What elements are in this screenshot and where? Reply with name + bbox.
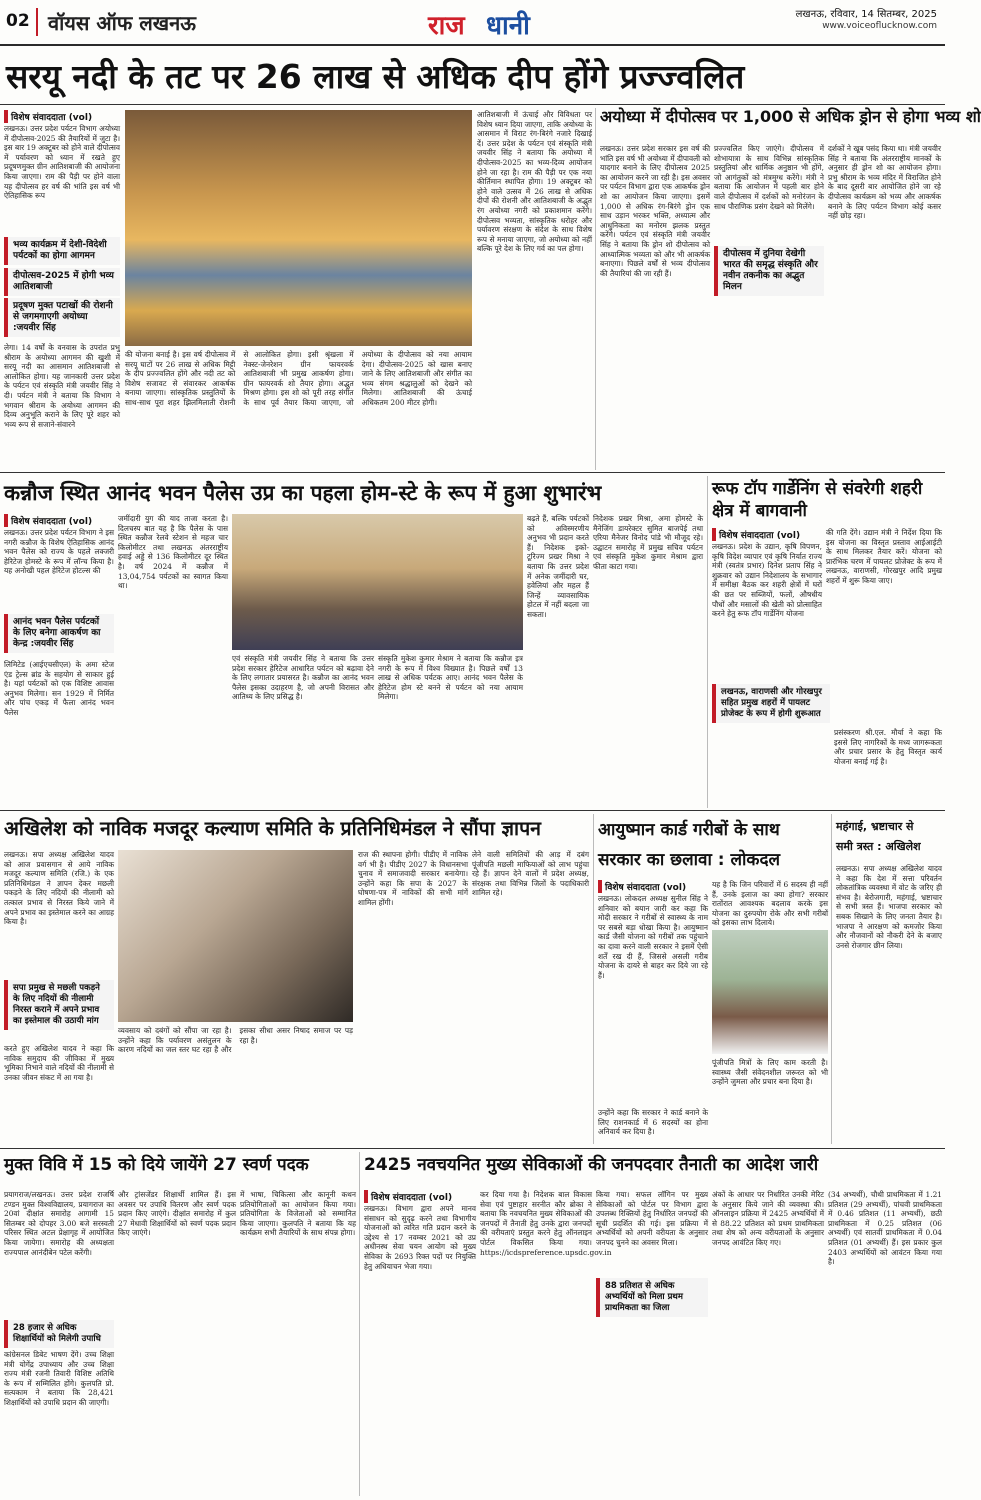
story8-body-c: और ट्रांसजेंडर शिक्षार्थी शामिल हैं। इस अवसर पर उपाधि वितरण और स्वर्ण पदक प्रदान किए जाएंगे। दीक्षांत समारोह में कुल 27 मेधावी शिक्षार्थियों को स्वर्ण पदक प्रदान किए जाएंगे। [118,1190,236,1238]
story3-body-c2 [118,598,228,806]
story3-headline: कन्नौज स्थित आनंद भवन पैलेस उप्र का पहला होम-स्टे के रूप में हुआ शुभारंभ [4,481,602,505]
story4-body-a: लखनऊ। प्रदेश के उद्यान, कृषि विपणन, कृषि विदेश व्यापार एवं कृषि निर्यात राज्य मंत्री (स्वतंत्र प्रभार) दिनेश प्रताप सिंह ने शुक्रवार को उद्यान निदेशालय के सभागार में समीक्षा बैठक कर शहरी क्षेत्रों में घरों की छत पर सब्जियों, फलों, औषधीय पौधों और मसालों की खेती को प्रोत्साहित करने हेतु रूफ टॉप गार्डेनिंग योजना [712,542,822,619]
story1-byline: विशेष संवाददाता (vol) [4,110,119,123]
story9-body-a: लखनऊ। विभाग द्वारा अपने मानव संसाधन को सुदृढ़ करने तथा विभागीय योजनाओं को त्वरित गति प्रदान करने के उद्देश्य से 17 नवम्बर 2021 को उप्र अधीनस्थ सेवा चयन आयोग को मुख्य सेविका के 2693 रिक्त पदों पर नियुक्ति हेतु अधियाचन भेजा गया। [364,1204,476,1271]
story6-headline-2: सरकार का छलावा : लोकदल [598,850,781,870]
story4-headline: रूफ टॉप गार्डेनिंग से संवरेगी शहरी क्षेत्र में बागवानी [712,479,923,521]
column-rule [359,1152,360,1496]
story2-body-a: लखनऊ। उत्तर प्रदेश सरकार इस वर्ष की भांति इस वर्ष भी अयोध्या में दीपावली को यादगार बनाने के लिए दीपोत्सव 2025 का आयोजन करने जा रही है। इस अवसर पर पर्यटन विभाग द्वारा एक आकर्षक ड्रोन शो का आयोजन किया जाएगा। इसमें 1,000 से अधिक रंग-बिरंगे ड्रोन एक साथ उड़ान भरकर भक्ति, अध्यात्म और आधुनिकता का मनोरम झलक प्रस्तुत करेंगे। पर्यटन एवं संस्कृति मंत्री जयवीर सिंह ने बताया कि ड्रोन शो दीपोत्सव को आध्यात्मिक भव्यता को और भी आकर्षक बनाएगा। पिछले वर्षों से भव्य दीपोत्सव की तैयारियां की जा रही हैं। [600,144,710,278]
story7-body: लखनऊ। सपा अध्यक्ष अखिलेश यादव ने कहा कि देश में सत्ता परिवर्तन लोकतांत्रिक व्यवस्था में वोट के जरिए ही संभव है। बेरोजगारी, महंगाई, भ्रष्टाचार से सभी त्रस्त हैं। भाजपा सरकार को सबक सिखाने के लिए जनता तैयार है। भाजपा ने आरक्षण को कमजोर किया और नौजवानों को नौकरी देने के बजाए उनसे रोजगार छीन लिया। [836,864,942,950]
column-rule [831,814,832,1144]
story1-body-mid: की योजना बनाई है। इस वर्ष दीपोत्सव में सरयू घाटों पर 26 लाख से अधिक मिट्टी के दीप प्रज्ज्वलित होंगे और नदी तट को विशेष सजावट से संवारकर आकर्षक बनाया जाएगा। सांस्कृतिक प्रस्तुतियों के साथ-साथ पूरा शहर झिलमिलाती रोशनी से आलोकित होगा। इसी श्रृंखला में नेक्स्ट-जेनरेशन ग्रीन फायरवर्क आतिशबाजी भी प्रमुख आकर्षण होगा। ग्रीन फायरवर्क शो तैयार होगा। अद्भुत मिश्रण होगा। इस शो को पूरी तरह संगीत के साथ पूर्व तैयार किया जाएगा, जो अयोध्या के दीपोत्सव को नया आयाम देगा। दीपोत्सव-2025 को खास बनाए जाने के लिए आतिशबाजी और संगीत का भव्य संगम श्रद्धालुओं को देखने को मिलेगा। आतिशबाजी की ऊंचाई अधिकतम 200 मीटर होगी। [125,350,472,407]
story5-body-b: करते हुए अखिलेश यादव ने कहा कि नाविक समुदाय की जीविका में मुख्य भूमिका निभाने वाले नदियों की नीलामी से उनका जीवन संकट में आ गया है। [4,1044,114,1082]
logo-part-2: धानी [486,11,530,41]
logo [428,2,548,42]
column-rule [595,108,596,470]
story3-body-c: जमींदारी युग की याद ताजा करता है। दिलचस्प बात यह है कि पैलेस के पास स्थित कन्नौज रेलवे स्टेशन से महज चार किलोमीटर तथा लखनऊ अंतरराष्ट्रीय हवाई अड्डे से 136 किलोमीटर दूर स्थित है। वर्ष 2024 में कन्नौज में 13,04,754 पर्यटकों का स्वागत किया था। [118,514,228,591]
paper-name: वॉयस ऑफ लखनऊ [48,11,196,35]
story6-caption: पूंजीपति मित्रों के लिए काम करती है। स्वास्थ्य जैसी संवेदनशील जरूरत को भी उन्होंने जुमला और प्रचार बना दिया है। [712,1058,828,1087]
story3-body-e: संस्कृति मुकेश कुमार मेश्राम ने बताया कि कन्नौज इत्र नगरी के रूप में विश्व विख्यात है। पिछले वर्षों 13 लाख से अधिक पर्यटक आए। आनंद भवन पैलेस के हेरिटेज होम स्टे बनने से पर्यटन को नया आयाम मिलेगा। [378,654,523,702]
story1-headline: सरयू नदी के तट पर 26 लाख से अधिक दीप होंगे प्रज्ज्वलित [6,57,745,96]
rule [0,1148,945,1149]
story7-headline-1: महंगाई, भ्रष्टाचार से [836,820,914,833]
story9-byline: विशेष संवाददाता (vol) [364,1190,476,1203]
story9-body-b: कर दिया गया है। निदेशक बाल विकास सेवा एवं पुष्टाहार सरनीत कौर ब्रोका ने बताया कि नवचयनित मुख्य सेविकाओं की जनपदों में तैनाती हेतु उनके द्वारा जनपदों की वरीयताएं प्रस्तुत करने हेतु ऑनलाइन पोर्टल विकसित किया गया। https://icdspreference.upsdc.gov.in [480,1190,612,1257]
story9-body-d: अंकों के आधार पर निर्धारित उनकी मेरिट के अनुसार किये जाने की व्यवस्था की। ऑनलाइन प्रक्रिया में 2425 अभ्यर्थियों में से 88.22 प्रतिशत को प्रथम प्राथमिकता तथा शेष को अन्य वरीयताओं के अनुसार जनपद आवंटित किए गए। [712,1190,824,1247]
story1-box-2: दीपोत्सव-2025 में होगी भव्य आतिशबाजी [4,268,120,296]
story4-box: लखनऊ, वाराणसी और गोरखपुर सहित प्रमुख शहरों में पायलट प्रोजेक्ट के रूप में होगी शुरूआत [712,684,830,723]
rule [0,104,945,105]
story6-headline-1: आयुष्मान कार्ड गरीबों के साथ [598,820,780,840]
story9-box: 88 प्रतिशत से अधिक अभ्यर्थियों को मिला प्रथम प्राथमिकता का जिला [596,1278,708,1317]
story3-box: आनंद भवन पैलेस पर्यटकों के लिए बनेगा आकर्षण का केन्द्र :जयवीर सिंह [4,614,114,653]
story9-headline: 2425 नवचयनित मुख्य सेविकाओं की जनपदवार तैनाती का आदेश जारी [364,1155,819,1175]
story3-body-f: बढ़ते हैं, बल्कि पर्यटकों को अविस्मरणीय अनुभव भी प्रदान करते हैं। निदेशक इको-टूरिज्म प्रखर मिश्रा ने बताया कि उत्तर प्रदेश में अनेक जमींदारी घर, हवेलियां और महल हैं जिन्हें व्यावसायिक होटल में नहीं बदला जा सकता। [527,514,589,619]
story8-headline: मुक्त विवि में 15 को दिये जायेंगे 27 स्वर्ण पदक [4,1155,309,1175]
story5-box: सपा प्रमुख से मछली पकड़ने के लिए नदियों की नीलामी निरस्त कराने में अपने प्रभाव का इस्तेमाल की उठायी मांग [4,980,114,1030]
story5-body-a: लखनऊ। सपा अध्यक्ष अखिलेश यादव को आज प्रवासगान से आये नाविक मजदूर कल्याण समिति (रजि.) के एक प्रतिनिधिमंडल ने ज्ञापन देकर मछली पकड़ने के लिए नदियों की नीलामी को तत्काल प्रभाव से निरस्त किये जाने में अपने प्रभाव का इस्तेमाल करने का आग्रह किया है। [4,850,114,927]
story2-body-b: प्रज्ज्वलित किए जाएंगे। दीपोत्सव में शोभायात्रा के साथ विभिन्न सांस्कृतिक प्रस्तुतियां और धार्मिक अनुष्ठान भी होंगे, जो आगंतुकों को मंत्रमुग्ध करेंगे। मंत्री ने बताया कि आयोजन में पहली बार होने वाले दीपोत्सव में दर्शकों को मनोरंजन के साथ पौराणिक प्रसंग देखने को मिलेंगे। [714,144,824,211]
story4-byline: विशेष संवाददाता (vol) [712,528,822,541]
rule [0,810,945,811]
story2-body-c: दर्शकों ने खूब पसंद किया था। मंत्री जयवीर सिंह ने बताया कि अंतरराष्ट्रीय मानकों के अनुसार ही ड्रोन शो का आयोजन होगा। प्रभु श्रीराम के भव्य मंदिर में विराजित होने के बाद दूसरी बार आयोजित होने जा रहे दीपोत्सव कार्यक्रम को भव्य और आकर्षक बनाने के लिए पर्यटन विभाग कोई कसर नहीं छोड़ रहा। [828,144,941,221]
sunil-singh-photo [712,930,828,1054]
story6-body-c: यह है कि जिन परिवारों में 6 सदस्य ही नहीं हैं, उनके इलाज का क्या होगा? सरकार रातोंरात आवश्यक बदलाव करके इस योजना का दुरुपयोग रोके और सभी गरीबों को इसका लाभ दिलाये। [712,880,828,928]
story8-body-d: में भाषा, चिकित्सा और कानूनी कथन प्रतियोगिताओं का आयोजन किया गया। प्रतियोगिता के विजेताओं को सम्मानित किया जाएगा। कुलपति ने बताया कि यह कार्यक्रम सभी तैयारियों के साथ संपन्न होगा। [240,1190,356,1238]
story8-box: 28 हजार से अधिक शिक्षार्थियों को मिलेगी उपाधि [4,1320,114,1348]
story1-body-col1b: लेगा। 14 वर्षों के वनवास के उपरांत प्रभु श्रीराम के अयोध्या आगमन की खुशी में सरयू नदी का आसमान आतिशबाजी से आलोकित होगा। यह जानकारी उत्तर प्रदेश के पर्यटन एवं संस्कृति मंत्री जयवीर सिंह ने दी। पर्यटन मंत्री ने बताया कि विभाग ने भगवान श्रीराम के अयोध्या आगमन की दिव्य अनुभूति कराने के लिए पूरे शहर को भव्य रूप से सजाने-संवारने [4,343,120,429]
column-rule [707,476,708,808]
story3-byline: विशेष संवाददाता (vol) [4,514,114,527]
story6-byline: विशेष संवाददाता (vol) [598,880,708,893]
story5-headline: अखिलेश को नाविक मजदूर कल्याण समिति के प्रतिनिधिमंडल ने सौंपा ज्ञापन [4,817,542,840]
story1-body-right: आतिशबाजी में ऊंचाई और विविधता पर विशेष ध्यान दिया जाएगा, ताकि अयोध्या के आसमान में विराट रंग-बिरंगे नजारे दिखाई दें। उत्तर प्रदेश के पर्यटन एवं संस्कृति मंत्री जयवीर सिंह ने बताया कि अयोध्या में दीपोत्सव-2025 का भव्य-दिव्य आयोजन होने जा रहा है। राम की पैड़ी पर एक नया कीर्तिमान स्थापित होगा। 19 अक्टूबर को होने वाले उत्सव में 26 लाख से अधिक दीपों की रोशनी और आतिशबाजी के अद्भुत रंग अयोध्या नगरी को प्रकाशमान करेंगे। दीपोत्सव भव्यता, सांस्कृतिक धरोहर और पर्यावरण संरक्षण के संदेश के साथ विशेष रूप से मनाया जाएगा, जो अयोध्या को नहीं बल्कि पूरे देश के लिए गर्व का पल होगा। [477,110,592,254]
story9-body-e: (34 अभ्यर्थी), चौथी प्राथमिकता में 1.21 प्रतिशत (29 अभ्यर्थी), पांचवी प्राथमिकता में 0.46 प्रतिशत (11 अभ्यर्थी), छठी प्राथमिकता में 0.25 प्रतिशत (06 अभ्यर्थी) एवं सातवीं प्राथमिकता में 0.04 प्रतिशत (01 अभ्यर्थी) हैं। इस प्रकार कुल 2403 अभ्यर्थियों को आवंटन किया गया है। [828,1190,942,1267]
story9-body-c: किया गया। सफल लॉगिन पर मुख्य सेविकाओं को पोर्टल पर विभाग द्वारा उपलब्ध रिक्तियों हेतु निर्धारित जनपदों की सूची प्रदर्शित की गई। इस प्रक्रिया में अभ्यर्थियों को अपनी वरीयता के अनुसार जनपद चुनने का अवसर मिला। [596,1190,708,1247]
logo-part-1: राज [428,11,465,41]
story6-body-b: उन्होंने कहा कि सरकार ने कार्ड बनाने के लिए राशनकार्ड में 6 सदस्यों का होना अनिवार्य कर दिया है। [598,1108,708,1137]
deepotsav-photo [125,110,472,346]
story9-body-c2 [596,1322,708,1496]
story6-body-a: लखनऊ। लोकदल अध्यक्ष सुनील सिंह ने शनिवार को बयान जारी कर कहा कि मोदी सरकार ने गरीबों से स्वास्थ्य के नाम पर सबसे बड़ा धोखा किया है। आयुष्मान कार्ड जैसी योजना को गरीबों तक पहुंचाने का दावा करने वाली सरकार ने इसमें ऐसी शर्तें रख दी हैं, जिससे असली गरीब योजना के दायरे से बाहर कर दिये जा रहे हैं। [598,894,708,980]
website: www.voiceoflucknow.com [822,21,937,31]
masthead [0,0,945,46]
story1-box-3: प्रदूषण मुक्त पटाखों की रोशनी से जगमगाएगी अयोध्या :जयवीर सिंह [4,298,120,337]
story4-body-b: की गति देंगे। उद्यान मंत्री ने निर्देश दिया कि इस योजना का विस्तृत प्रस्ताव आईआईटी के साथ मिलकर तैयार करें। योजना को प्रारंभिक चरण में पायलट प्रोजेक्ट के रूप में लखनऊ, वाराणसी, गोरखपुर आदि प्रमुख शहरों में शुरू किया जाए। [826,528,942,585]
masthead-divider [36,8,38,36]
story3-body-a: लखनऊ। उत्तर प्रदेश पर्यटन विभाग ने इस नगरी कन्नौज के विशेष ऐतिहासिक आनंद भवन पैलेस को राज्य के पहले लक्जरी हेरिटेज होमस्टे के रूप में लॉन्च किया है। यह अनोखी पहल हेरिटेज होटल्स की [4,528,114,576]
column-rule [593,814,594,1144]
palace-photo [232,514,523,650]
story5-body-e: लेने वाली समितियों की आड़ में दबंग पूंजीपति मछली माफियाओं को लाभ पहुंचा रहे हैं। ज्ञापन देने वालों में प्रदेश अध्यक्ष, संरक्षक तथा विभिन्न जिलों के पदाधिकारी शामिल रहे। [472,850,589,898]
story2-headline: अयोध्या में दीपोत्सव पर 1,000 से अधिक ड्रोन से होगा भव्य शो [600,107,981,126]
dateline: लखनऊ, रविवार, 14 सितम्बर, 2025 [795,9,937,20]
story1-body-lead: लखनऊ। उत्तर प्रदेश पर्यटन विभाग अयोध्या में दीपोत्सव-2025 की तैयारियों में जुटा है। इस बार 19 अक्टूबर को होने वाले दीपोत्सव में पर्यावरण को ध्यान में रखते हुए प्रदूषणमुक्त ग्रीन आतिशबाजी की आयोजना किया जाएगा। राम की पैड़ी पर होने वाला यह दीपोत्सव हर वर्ष की भांति इस वर्ष भी ऐतिहासिक रूप [4,124,121,201]
page-number: 02 [6,11,30,31]
akhilesh-photo [118,850,353,1022]
story2-box: दीपोत्सव में दुनिया देखेगी भारत की समृद्ध संस्कृति और नवीन तकनीक का अद्भुत मिलन [714,246,824,296]
story3-body-d: एवं संस्कृति मंत्री जयवीर सिंह ने बताया कि उत्तर प्रदेश सरकार हेरिटेज आधारित पर्यटन को बढ़ावा देने के लिए लगातार प्रयासरत है। कन्नौज का आनंद भवन पैलेस इसका उदाहरण है, जो अपनी विरासत और आतिथ्य के लिए प्रसिद्ध है। [232,654,374,702]
rule [0,472,945,473]
story4-body-c: प्रसंस्करण श्री.एल. मौर्या ने कहा कि इससे लिए नागरिकों के मध्य जागरूकता और प्रचार प्रसार के हेतु विस्तृत कार्य योजना बनाई गई है। [834,728,942,766]
story5-body-c: व्यवसाय को दबंगों को सौंपा जा रहा है। उन्होंने कहा कि पर्यावरण असंतुलन के कारण नदियों का जल स्तर घट रहा है और इसका सीधा असर निषाद समाज पर पड़ रहा है। [118,1026,353,1055]
story3-body-g: निदेशक प्रखर मिश्रा, अमा होमस्टे के मैनेजिंग डायरेक्टर सुमित बाजपेई तथा एरिया मैनेजर विनोद पांडे भी मौजूद रहे। उद्घाटन समारोह में प्रमुख सचिव पर्यटन एवं संस्कृति मुकेश कुमार मेश्राम द्वारा फीता काटा गया। [593,514,703,571]
story3-body-b: लिमिटेड (आईएचसीएल) के अमा स्टेज एंड ट्रेल्स ब्रांड के सहयोग से साकार हुई है। यहां पर्यटकों को एक विशिष्ट आवास अनुभव मिलेगा। सन 1929 में निर्मित और पांच एकड़ में फैला आनंद भवन पैलेस [4,660,114,717]
story8-body-b: कांग्रेसनल डिबेट भाषण देंगे। उच्च शिक्षा मंत्री योगेंद्र उपाध्याय और उच्च शिक्षा राज्य मंत्री रजनी तिवारी विशिष्ट अतिथि के रूप में सम्मिलित होंगे। कुलपति प्रो. सत्यकाम ने बताया कि 28,421 शिक्षार्थियों को उपाधि प्रदान की जाएगी। [4,1350,114,1407]
story8-body-a: प्रयागराज/लखनऊ। उत्तर प्रदेश राजर्षि टण्डन मुक्त विश्वविद्यालय, प्रयागराज का 20वां दीक्षांत समारोह आगामी 15 सितम्बर को दोपहर 3.00 बजे सरस्वती परिसर स्थित अटल प्रेक्षागृह में आयोजित किया जायेगा। समारोह की अध्यक्षता राज्यपाल आनंदीबेन पटेल करेंगी। [4,1190,114,1257]
story5-body-d: राज की स्थापना होगी। पीडीए में नाविक वर्ग भी है। पीडीए 2027 के विधानसभा चुनाव में समाजवादी सरकार बनायेगा। उन्होंने कहा कि सपा के 2027 के घोषणा-पत्र में नाविकों की सभी मांगें शामिल होंगी। [358,850,468,907]
story1-box-1: भव्य कार्यक्रम में देशी-विदेशी पर्यटकों का होगा आगमन [4,237,120,265]
story7-headline-2: समी त्रस्त : अखिलेश [836,840,921,853]
